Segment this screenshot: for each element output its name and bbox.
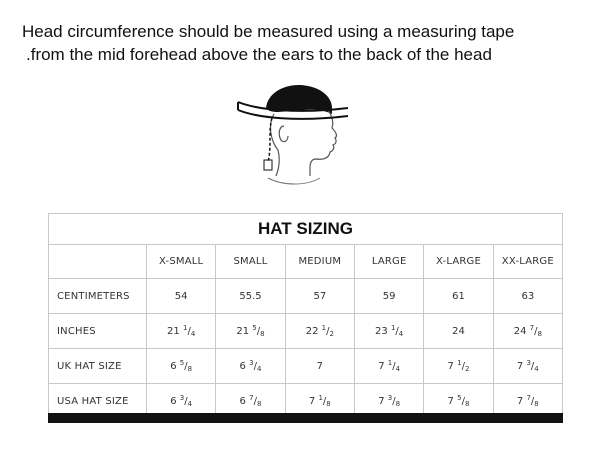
whole-number: 24: [452, 325, 465, 337]
centimeters-row: [49, 279, 563, 314]
size-value-cell: [285, 349, 354, 384]
fraction-slash: /: [392, 396, 396, 407]
fraction-denominator: 8: [395, 400, 401, 408]
size-value-cell: [147, 349, 216, 384]
fraction-numerator: 7: [249, 394, 254, 402]
size-value-cell: [424, 314, 493, 349]
fraction-numerator: 3: [387, 394, 393, 402]
whole-number: 59: [382, 290, 396, 302]
whole-number: 7: [378, 361, 385, 372]
instruction-line-1: Head circumference should be measured using a measuring tape: [22, 22, 515, 41]
fraction-slash: /: [187, 326, 191, 337]
fraction-slash: /: [326, 326, 330, 337]
size-header-row: [49, 245, 563, 279]
fraction-slash: /: [530, 396, 535, 407]
fraction-numerator: 1: [321, 324, 327, 332]
whole-number: 54: [174, 290, 188, 302]
fraction: [523, 396, 539, 407]
fraction-slash: /: [184, 361, 188, 372]
fraction: [315, 396, 331, 407]
fraction: [246, 361, 262, 372]
size-value-cell: [493, 349, 562, 384]
fraction-denominator: 2: [464, 365, 470, 373]
whole-number: 22: [305, 326, 319, 337]
instruction-line-2: .from the mid forehead above the ears to the back of the head: [26, 45, 492, 64]
fraction-numerator: 7: [526, 394, 531, 402]
col-header-small: SMALL: [216, 245, 285, 279]
fraction-denominator: 4: [256, 365, 262, 373]
fraction-denominator: 8: [187, 365, 193, 373]
whole-number: 61: [452, 290, 465, 302]
fraction: [523, 361, 539, 372]
fraction-numerator: 1: [390, 324, 396, 332]
fraction-numerator: 5: [252, 324, 257, 332]
fraction: [177, 396, 193, 407]
fraction-slash: /: [530, 361, 535, 372]
fraction-numerator: 1: [318, 394, 323, 402]
fraction-slash: /: [256, 326, 261, 337]
fraction: [249, 326, 265, 337]
fraction: [454, 361, 470, 372]
fraction-numerator: 1: [457, 359, 462, 367]
fraction-slash: /: [322, 396, 327, 407]
fraction-slash: /: [461, 396, 465, 407]
fraction-numerator: 3: [526, 359, 531, 367]
size-value-cell: [147, 279, 216, 314]
fraction-numerator: 3: [179, 394, 185, 402]
whole-number: 24: [513, 326, 527, 337]
whole-number: 23: [375, 326, 388, 337]
whole-number: 7: [308, 396, 316, 407]
fraction-denominator: 8: [256, 400, 262, 408]
row-label: CENTIMETERS: [49, 279, 147, 314]
fraction-numerator: 1: [387, 359, 393, 367]
fraction-denominator: 8: [464, 400, 470, 408]
size-value-cell: [216, 279, 285, 314]
fraction-denominator: 8: [260, 330, 265, 338]
col-header-xx-large: XX-LARGE: [493, 245, 562, 279]
hat-sizing-table-wrapper: [48, 213, 563, 419]
whole-number: 7: [516, 396, 524, 407]
size-value-cell: [285, 279, 354, 314]
size-value-cell: [424, 349, 493, 384]
fraction-denominator: 4: [187, 400, 193, 408]
fraction-denominator: 8: [537, 330, 542, 338]
size-value-cell: [216, 314, 285, 349]
col-header-medium: MEDIUM: [285, 245, 354, 279]
fraction-numerator: 3: [249, 359, 254, 367]
fraction-denominator: 8: [326, 400, 331, 408]
fraction-numerator: 5: [179, 359, 185, 367]
fraction-denominator: 2: [329, 330, 334, 338]
size-value-cell: [424, 279, 493, 314]
fraction-slash: /: [392, 361, 396, 372]
footer-bar: [48, 413, 563, 423]
col-header-large: LARGE: [354, 245, 423, 279]
size-value-cell: [285, 314, 354, 349]
whole-number: 7: [516, 361, 524, 372]
fraction-numerator: 5: [457, 394, 462, 402]
whole-number: 6: [239, 361, 246, 372]
fraction-denominator: 4: [395, 365, 401, 373]
whole-number: 7: [316, 360, 323, 372]
fraction-denominator: 4: [398, 330, 404, 338]
size-value-cell: [354, 314, 423, 349]
size-value-cell: [147, 314, 216, 349]
whole-number: 6: [170, 361, 177, 372]
fraction: [526, 326, 542, 337]
fraction-slash: /: [461, 361, 465, 372]
fraction: [318, 326, 334, 337]
col-header-x-large: X-LARGE: [424, 245, 493, 279]
fraction: [388, 326, 404, 337]
whole-number: 7: [378, 396, 385, 407]
fraction-slash: /: [395, 326, 399, 337]
whole-number: 63: [521, 290, 535, 302]
fraction-denominator: 8: [534, 400, 539, 408]
fraction: [385, 361, 401, 372]
whole-number: 21: [236, 326, 250, 337]
head-measurement-illustration: [228, 80, 368, 190]
size-value-cell: [216, 349, 285, 384]
hat-sizing-table: [48, 213, 563, 419]
fraction-slash: /: [534, 326, 538, 337]
size-value-cell: [354, 279, 423, 314]
inches-row: [49, 314, 563, 349]
fraction: [454, 396, 470, 407]
fraction: [246, 396, 262, 407]
fraction: [177, 361, 193, 372]
measurement-instructions: [22, 20, 587, 66]
whole-number: 21: [167, 326, 180, 337]
whole-number: 57: [313, 290, 327, 302]
row-label: USA HAT SIZE: [49, 384, 147, 419]
whole-number: 6: [170, 396, 177, 407]
corner-cell: [49, 245, 147, 279]
col-header-x-small: X-SMALL: [147, 245, 216, 279]
row-label: UK HAT SIZE: [49, 349, 147, 384]
fraction: [180, 326, 196, 337]
table-title: HAT SIZING: [49, 214, 563, 245]
fraction-slash: /: [253, 361, 257, 372]
fraction: [385, 396, 401, 407]
whole-number: 6: [239, 396, 246, 407]
size-value-cell: [493, 314, 562, 349]
uk-hat-size-row: [49, 349, 563, 384]
size-value-cell: [354, 349, 423, 384]
whole-number: 7: [447, 361, 454, 372]
whole-number: 7: [447, 396, 454, 407]
whole-number: 55.5: [239, 290, 262, 302]
row-label: INCHES: [49, 314, 147, 349]
fraction-denominator: 4: [190, 330, 196, 338]
fraction-slash: /: [184, 396, 188, 407]
fraction-numerator: 1: [182, 324, 188, 332]
fraction-numerator: 7: [529, 324, 535, 332]
size-value-cell: [493, 279, 562, 314]
fraction-slash: /: [253, 396, 257, 407]
fraction-denominator: 4: [534, 365, 539, 373]
